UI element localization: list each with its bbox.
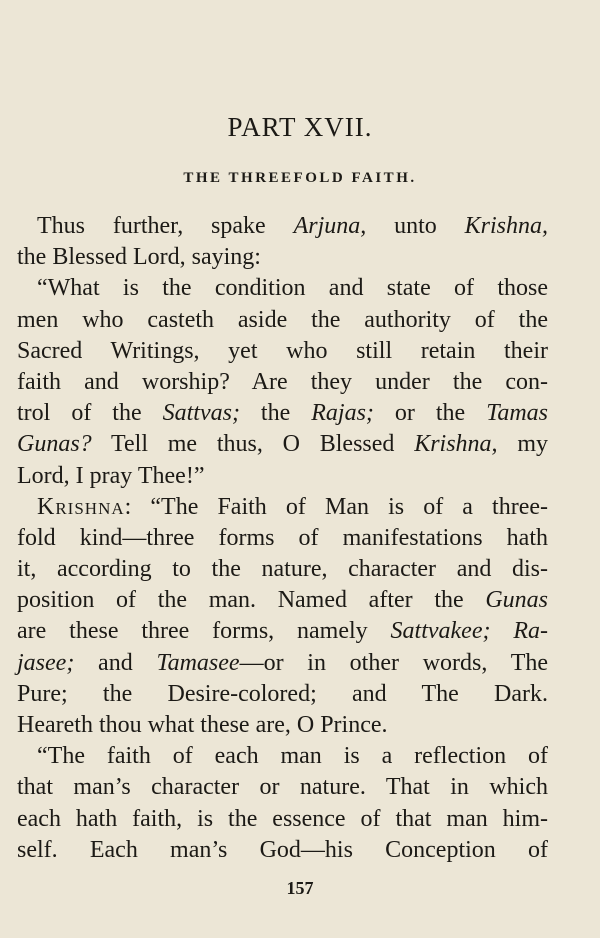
italic-run: Arjuna,	[293, 213, 367, 239]
text-line	[17, 273, 548, 304]
italic-run: Tamasee	[156, 649, 240, 676]
text-run: Thus further, spake	[37, 213, 294, 239]
text-line	[17, 492, 548, 523]
italic-run: Tamas	[486, 400, 549, 427]
text-run: are these three forms, namely	[17, 618, 391, 645]
text-run: fold kind—three forms of manifestations hath	[17, 524, 548, 551]
page-number: 157	[286, 878, 314, 898]
text-run: Tell me thus, O Blessed	[91, 431, 415, 458]
text-run: faith and worship? Are they under the con-	[17, 368, 548, 395]
text-run: Pure; the Desire-colored; and The Dark.	[17, 680, 548, 707]
italic-run: Krishna,	[464, 213, 549, 239]
text-line	[17, 804, 548, 835]
text-run: —or in other words, The	[239, 649, 549, 676]
part-heading: PART XVII.	[227, 112, 373, 142]
text-line	[17, 305, 548, 336]
text-line	[17, 585, 548, 616]
text-run: men who casteth aside the authority of the	[17, 306, 548, 333]
text-run: it, according to the nature, character and dis-	[17, 556, 548, 583]
italic-run: Gunas	[485, 587, 548, 614]
text-run: self. Each man’s God—his Conception of	[17, 836, 548, 863]
text-run: position of the man. Named after the	[17, 587, 486, 614]
italic-run: Krishna,	[414, 431, 498, 458]
text-run: Heareth thou what these are, O Prince.	[17, 712, 388, 738]
text-line	[17, 429, 548, 460]
text-run: and	[74, 649, 157, 676]
body-text	[17, 211, 548, 866]
text-line	[17, 523, 548, 554]
text-run: that man’s character or nature. That in which	[17, 774, 548, 801]
text-run: or the	[373, 400, 487, 427]
italic-run: Sattvas;	[162, 400, 240, 427]
text-line	[17, 741, 548, 772]
text-line	[17, 242, 548, 273]
text-run: unto	[366, 213, 465, 239]
text-line	[17, 616, 548, 647]
text-line	[17, 461, 548, 492]
italic-run: Rajas;	[311, 400, 374, 427]
text-run: Sacred Writings, yet who still retain their	[17, 337, 548, 364]
text-line	[17, 367, 548, 398]
text-run: : “The Faith of Man is of a three-	[124, 493, 548, 520]
text-run: trol of the	[17, 400, 163, 427]
text-line	[17, 835, 548, 866]
text-line	[17, 211, 548, 242]
text-line	[17, 554, 548, 585]
text-run: “The faith of each man is a reflection of	[37, 743, 548, 770]
text-run: Lord, I pray Thee!”	[17, 462, 205, 489]
text-line	[17, 772, 548, 803]
italic-run: Gunas?	[17, 431, 92, 458]
text-line	[17, 679, 548, 710]
text-run: “What is the condition and state of those	[37, 275, 548, 302]
text-line	[17, 336, 548, 367]
text-line	[17, 648, 548, 679]
italic-run: jasee;	[17, 649, 75, 676]
text-run: my	[497, 431, 549, 458]
text-run: the Blessed Lord, saying:	[17, 244, 261, 271]
text-line	[17, 710, 548, 741]
text-run: each hath faith, is the essence of that man him-	[17, 805, 548, 832]
speaker-name: Krishna	[37, 493, 125, 520]
text-run: the	[239, 400, 312, 427]
italic-run: Sattvakee; Ra-	[390, 618, 548, 645]
text-line	[17, 398, 548, 429]
chapter-subtitle: THE THREEFOLD FAITH.	[183, 170, 417, 186]
